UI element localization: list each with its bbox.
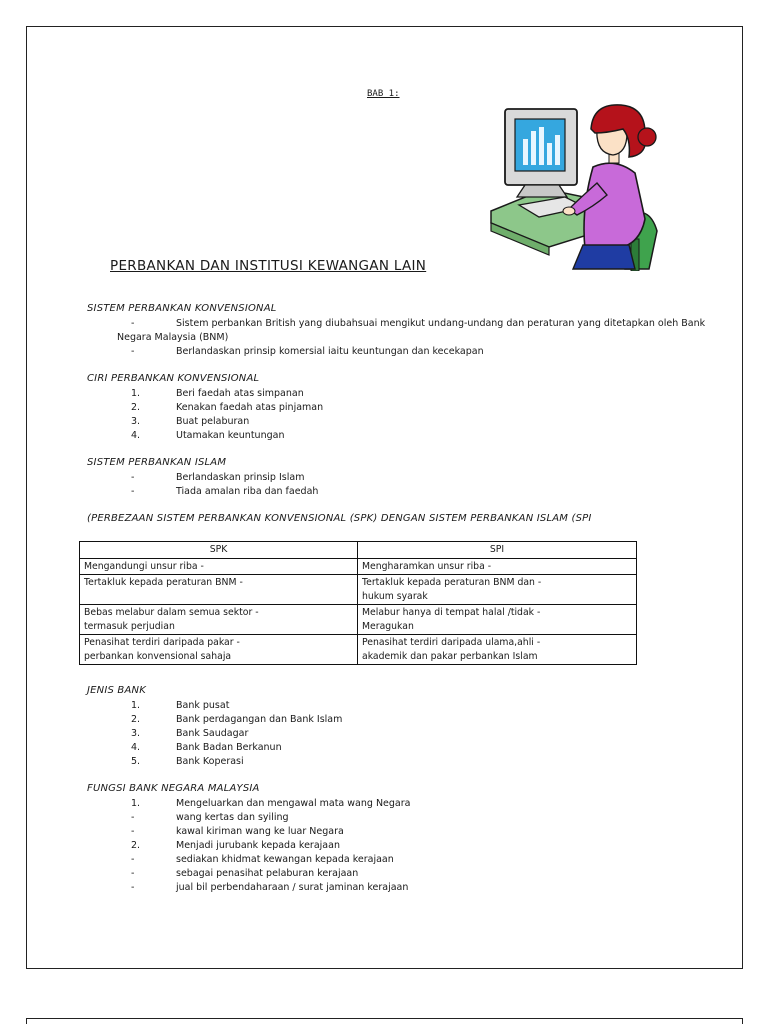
- list-text: Kenakan faedah atas pinjaman: [176, 402, 324, 413]
- list-marker: 3.: [131, 728, 141, 739]
- list-text: Sistem perbankan British yang diubahsuai mengikut undang-undang dan peraturan yang ditetapkan oleh Bank: [176, 318, 706, 329]
- list-text: Berlandaskan prinsip Islam: [176, 472, 305, 483]
- list-text: Buat pelaburan: [176, 416, 250, 427]
- list-marker: 2.: [131, 402, 141, 413]
- list-marker: 1.: [131, 388, 141, 399]
- list-text-continuation: Negara Malaysia (BNM): [117, 332, 229, 343]
- list-text: Tiada amalan riba dan faedah: [176, 486, 319, 497]
- list-text: kawal kiriman wang ke luar Negara: [176, 826, 344, 837]
- section-heading-perbezaan: (PERBEZAAN SISTEM PERBANKAN KONVENSIONAL (SPK) DENGAN SISTEM PERBANKAN ISLAM (SPI: [87, 513, 592, 524]
- next-page-edge: [26, 1018, 743, 1024]
- list-text: Bank Badan Berkanun: [176, 742, 282, 753]
- table-row: [80, 605, 637, 635]
- list-marker: -: [131, 472, 135, 483]
- table-cell: Penasihat terdiri daripada pakar - perbankan konvensional sahaja: [80, 635, 358, 665]
- list-marker: -: [131, 318, 135, 329]
- document-page: [26, 26, 743, 969]
- list-text: wang kertas dan syiling: [176, 812, 289, 823]
- list-marker: -: [131, 868, 135, 879]
- list-text: sebagai penasihat pelaburan kerajaan: [176, 868, 359, 879]
- list-marker: 3.: [131, 416, 141, 427]
- table-cell: Tertakluk kepada peraturan BNM dan - hukum syarak: [358, 575, 637, 605]
- list-text: Bank pusat: [176, 700, 230, 711]
- chapter-label: BAB 1:: [367, 89, 400, 99]
- section-heading-ciri: CIRI PERBANKAN KONVENSIONAL: [87, 373, 260, 384]
- list-text: Beri faedah atas simpanan: [176, 388, 304, 399]
- list-marker: -: [131, 882, 135, 893]
- table-row: [80, 558, 637, 575]
- list-text: Bank Koperasi: [176, 756, 244, 767]
- list-text: Bank Saudagar: [176, 728, 249, 739]
- list-marker: 2.: [131, 840, 141, 851]
- list-marker: -: [131, 854, 135, 865]
- list-marker: -: [131, 346, 135, 357]
- list-marker: -: [131, 812, 135, 823]
- list-marker: 4.: [131, 430, 141, 441]
- list-text: Mengeluarkan dan mengawal mata wang Negara: [176, 798, 411, 809]
- list-text: Bank perdagangan dan Bank Islam: [176, 714, 343, 725]
- list-text: Menjadi jurubank kepada kerajaan: [176, 840, 340, 851]
- list-text: Berlandaskan prinsip komersial iaitu keuntungan dan kecekapan: [176, 346, 484, 357]
- column-header-spi: SPI: [358, 542, 637, 559]
- list-marker: 2.: [131, 714, 141, 725]
- list-text: Utamakan keuntungan: [176, 430, 285, 441]
- table-cell: Bebas melabur dalam semua sektor - termasuk perjudian: [80, 605, 358, 635]
- list-marker: 5.: [131, 756, 141, 767]
- table-cell: Penasihat terdiri daripada ulama,ahli - akademik dan pakar perbankan Islam: [358, 635, 637, 665]
- table-cell: Melabur hanya di tempat halal /tidak - Meragukan: [358, 605, 637, 635]
- table-row: [80, 575, 637, 605]
- list-marker: 1.: [131, 700, 141, 711]
- woman-at-computer-icon: [489, 99, 661, 271]
- section-heading-jenis-bank: JENIS BANK: [87, 685, 146, 696]
- table-cell: Mengharamkan unsur riba -: [358, 558, 637, 575]
- section-heading-fungsi-bnm: FUNGSI BANK NEGARA MALAYSIA: [87, 783, 260, 794]
- section-heading-konvensional: SISTEM PERBANKAN KONVENSIONAL: [87, 303, 277, 314]
- table-cell: Tertakluk kepada peraturan BNM -: [80, 575, 358, 605]
- comparison-table: [79, 541, 637, 665]
- section-heading-islam: SISTEM PERBANKAN ISLAM: [87, 457, 227, 468]
- list-marker: -: [131, 826, 135, 837]
- list-text: sediakan khidmat kewangan kepada kerajaan: [176, 854, 394, 865]
- table-cell: Mengandungi unsur riba -: [80, 558, 358, 575]
- page-title: PERBANKAN DAN INSTITUSI KEWANGAN LAIN: [110, 258, 427, 274]
- table-header-row: [80, 542, 637, 559]
- list-text: jual bil perbendaharaan / surat jaminan kerajaan: [176, 882, 409, 893]
- column-header-spk: SPK: [80, 542, 358, 559]
- list-marker: -: [131, 486, 135, 497]
- table-row: [80, 635, 637, 665]
- list-marker: 1.: [131, 798, 141, 809]
- list-marker: 4.: [131, 742, 141, 753]
